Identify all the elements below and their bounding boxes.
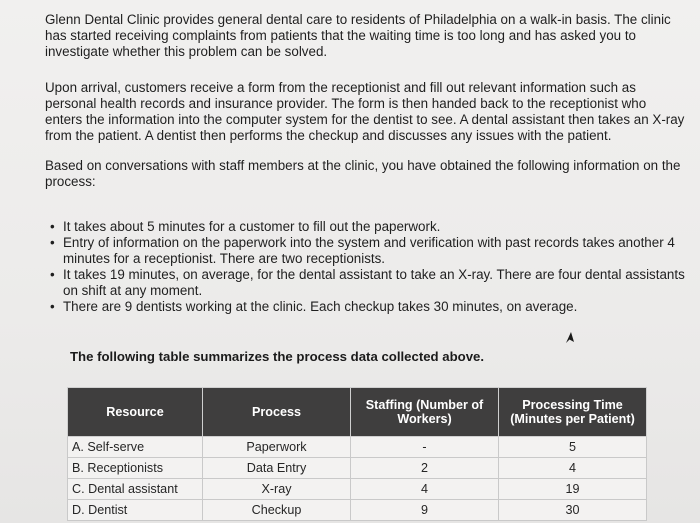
column-header-resource: Resource — [68, 388, 203, 437]
cell-staffing: 4 — [351, 479, 499, 500]
cell-staffing: 2 — [351, 458, 499, 479]
cell-resource: B. Receptionists — [68, 458, 203, 479]
cell-process: Checkup — [203, 500, 351, 521]
list-item-text: It takes about 5 minutes for a customer to fill out the paperwork. — [63, 219, 441, 234]
list-item — [45, 299, 685, 315]
table-header-row — [68, 388, 647, 437]
cell-processing-time: 30 — [499, 500, 647, 521]
process-info-list — [45, 219, 685, 315]
cell-processing-time: 4 — [499, 458, 647, 479]
list-item-text: It takes 19 minutes, on average, for the dental assistant to take an X-ray. There are four dental assistants on shift at any moment. — [63, 267, 685, 298]
cell-resource: C. Dental assistant — [68, 479, 203, 500]
bullet-icon: • — [50, 235, 55, 250]
cell-process: Paperwork — [203, 437, 351, 458]
column-header-process: Process — [203, 388, 351, 437]
table-row — [68, 500, 647, 521]
cell-staffing: - — [351, 437, 499, 458]
list-item — [45, 235, 685, 267]
list-item — [45, 219, 685, 235]
column-header-staffing: Staffing (Number of Workers) — [351, 388, 499, 437]
intro-paragraph-3: Based on conversations with staff members at the clinic, you have obtained the following information on the process: — [45, 158, 681, 189]
list-item-text: There are 9 dentists working at the clinic. Each checkup takes 30 minutes, on average. — [63, 299, 578, 314]
intro-paragraph-2: Upon arrival, customers receive a form from the receptionist and fill out relevant information such as personal health records and insurance provider. The form is then handed back to the receptionist who enters the information into the computer system for the dentist to see. A dental assistant then takes an X-ray from the patient. A dentist then performs the checkup and discusses any issues with the patient. — [45, 80, 685, 143]
column-header-processing-time: Processing Time (Minutes per Patient) — [499, 388, 647, 437]
cell-process: Data Entry — [203, 458, 351, 479]
table-caption: The following table summarizes the process data collected above. — [70, 349, 485, 364]
cell-resource: D. Dentist — [68, 500, 203, 521]
cell-staffing: 9 — [351, 500, 499, 521]
list-item-text: Entry of information on the paperwork into the system and verification with past records takes another 4 minutes for a receptionist. There are two receptionists. — [63, 235, 675, 266]
intro-paragraph-1: Glenn Dental Clinic provides general dental care to residents of Philadelphia on a walk-in basis. The clinic has started receiving complaints from patients that the waiting time is too long and has asked you to investigate whether this problem can be solved. — [45, 12, 671, 59]
mouse-cursor-icon — [565, 332, 575, 344]
process-data-table — [67, 387, 647, 521]
bullet-icon: • — [50, 219, 55, 234]
cell-processing-time: 5 — [499, 437, 647, 458]
table-row — [68, 479, 647, 500]
bullet-icon: • — [50, 299, 55, 314]
cell-process: X-ray — [203, 479, 351, 500]
table-row — [68, 458, 647, 479]
cell-processing-time: 19 — [499, 479, 647, 500]
list-item — [45, 267, 685, 299]
table-row — [68, 437, 647, 458]
cell-resource: A. Self-serve — [68, 437, 203, 458]
bullet-icon: • — [50, 267, 55, 282]
